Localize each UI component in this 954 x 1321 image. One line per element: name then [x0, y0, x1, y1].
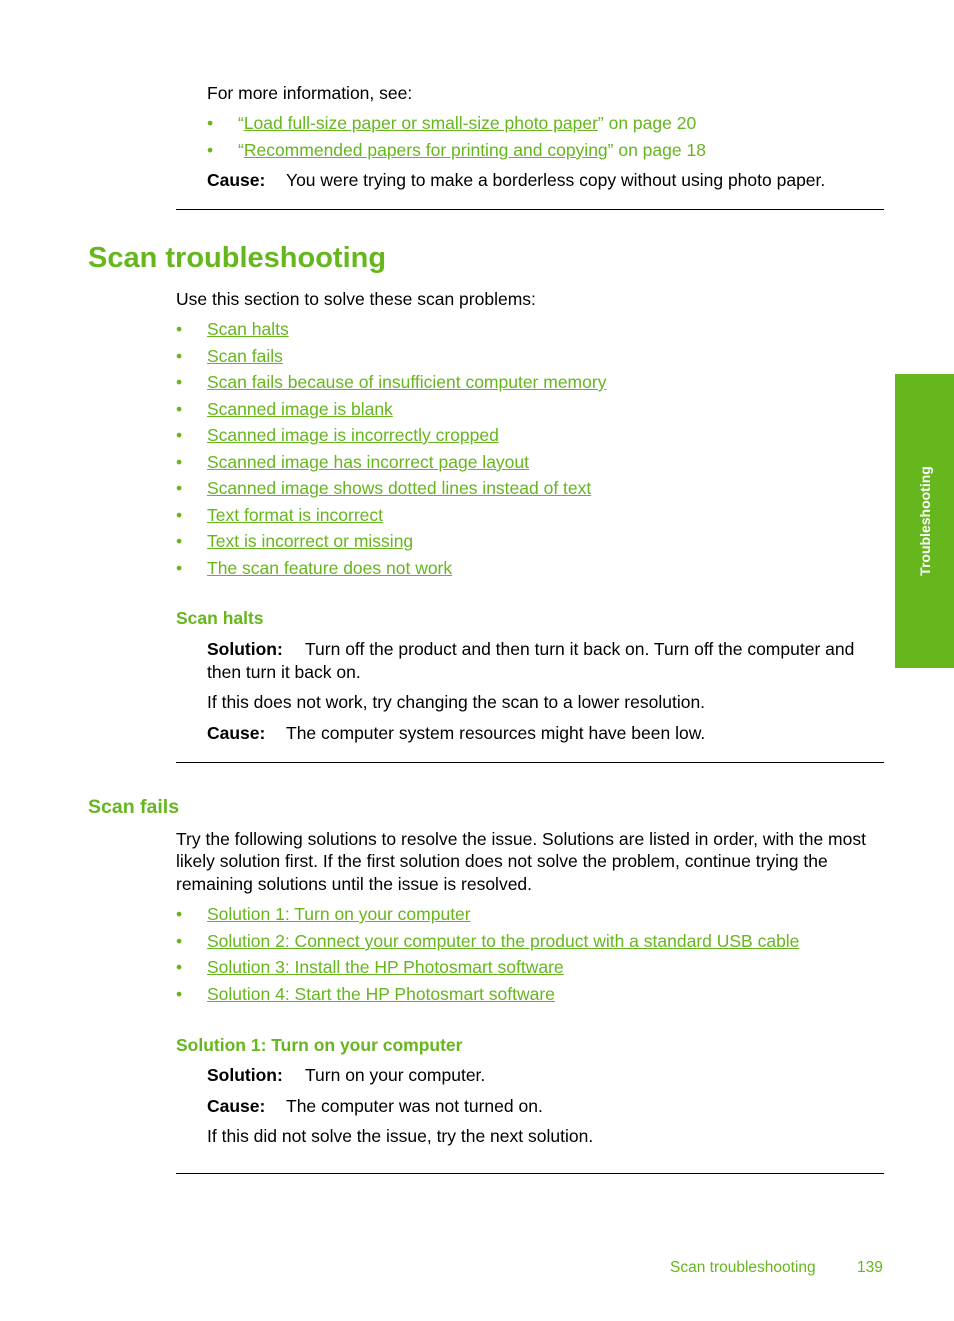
- cause-paragraph: [207, 169, 825, 191]
- topic-link-dotted-lines[interactable]: Scanned image shows dotted lines instead of text: [207, 478, 592, 498]
- footer-section-name: Scan troubleshooting: [670, 1259, 816, 1276]
- divider: [176, 1173, 884, 1174]
- scan-fails-paragraph-line: likely solution first. If the first solution does not solve the problem, continue trying the: [176, 851, 828, 871]
- side-tab: [895, 374, 954, 668]
- cause-text: You were trying to make a borderless copy without using photo paper.: [286, 170, 826, 190]
- bullet-icon: •: [176, 931, 183, 951]
- solution-1-heading: Solution 1: Turn on your computer: [176, 1035, 463, 1055]
- scan-fails-paragraph-line: remaining solutions until the issue is resolved.: [176, 874, 533, 894]
- solution-link-3[interactable]: Solution 3: Install the HP Photosmart software: [207, 957, 564, 977]
- bullet-icon: •: [176, 505, 183, 525]
- side-tab-label: Troubleshooting: [916, 466, 933, 576]
- bullet-icon: •: [176, 319, 183, 339]
- extra-tip: If this does not work, try changing the scan to a lower resolution.: [207, 692, 706, 712]
- more-info-text: For more information, see:: [207, 83, 413, 103]
- solution-link-2[interactable]: Solution 2: Connect your computer to the product with a standard USB cable: [207, 931, 800, 951]
- bullet-icon: •: [176, 452, 183, 472]
- topic-link-incorrectly-cropped[interactable]: Scanned image is incorrectly cropped: [207, 425, 499, 445]
- topic-link-text-missing[interactable]: Text is incorrect or missing: [207, 531, 414, 551]
- section-intro: Use this section to solve these scan problems:: [176, 289, 536, 309]
- link-load-paper[interactable]: Load full-size paper or small-size photo paper: [243, 113, 598, 133]
- cause-label: Cause:: [207, 723, 266, 743]
- cause-paragraph: [207, 1095, 543, 1117]
- cause-text: The computer was not turned on.: [286, 1096, 543, 1116]
- scan-fails-paragraph-line: Try the following solutions to resolve the issue. Solutions are listed in order, with the most: [176, 829, 866, 849]
- bullet-icon: •: [176, 399, 183, 419]
- bullet-icon: •: [176, 372, 183, 392]
- bullet-icon: •: [207, 140, 214, 160]
- divider: [176, 209, 884, 210]
- topic-link-image-blank[interactable]: Scanned image is blank: [207, 399, 393, 419]
- bullet-icon: •: [207, 113, 214, 133]
- solution-paragraph: [207, 638, 854, 660]
- cause-label: Cause:: [207, 170, 266, 190]
- bullet-icon: •: [176, 346, 183, 366]
- next-solution-note: If this did not solve the issue, try the next solution.: [207, 1126, 594, 1146]
- cause-text: The computer system resources might have been low.: [286, 723, 706, 743]
- bullet-icon: •: [176, 558, 183, 578]
- scan-halts-heading: Scan halts: [176, 608, 264, 628]
- solution-paragraph: [207, 1064, 485, 1086]
- bullet-icon: •: [176, 425, 183, 445]
- scan-fails-heading: Scan fails: [88, 796, 180, 818]
- cause-label: Cause:: [207, 1096, 266, 1116]
- topic-link-scan-fails[interactable]: Scan fails: [207, 346, 283, 366]
- page-number: 139: [857, 1259, 883, 1276]
- topic-link-page-layout[interactable]: Scanned image has incorrect page layout: [207, 452, 530, 472]
- page-title: Scan troubleshooting: [88, 242, 387, 274]
- topic-link-insufficient-memory[interactable]: Scan fails because of insufficient computer memory: [207, 372, 607, 392]
- bullet-icon: •: [176, 478, 183, 498]
- cause-paragraph: [207, 722, 705, 744]
- topic-link-scan-feature[interactable]: The scan feature does not work: [207, 558, 453, 578]
- solution-link-1[interactable]: Solution 1: Turn on your computer: [207, 904, 471, 924]
- bullet-icon: •: [176, 531, 183, 551]
- topic-link-text-format[interactable]: Text format is incorrect: [207, 505, 384, 525]
- solution-text: Turn on your computer.: [305, 1065, 486, 1085]
- solution-text-continued: then turn it back on.: [207, 662, 361, 682]
- topic-link-scan-halts[interactable]: Scan halts: [207, 319, 289, 339]
- solution-text: Turn off the product and then turn it back on. Turn off the computer and: [305, 639, 855, 659]
- divider: [176, 762, 884, 763]
- solution-link-4[interactable]: Solution 4: Start the HP Photosmart software: [207, 984, 555, 1004]
- bullet-icon: •: [176, 904, 183, 924]
- bullet-icon: •: [176, 957, 183, 977]
- bullet-icon: •: [176, 984, 183, 1004]
- solution-label: Solution:: [207, 639, 283, 659]
- solution-label: Solution:: [207, 1065, 283, 1085]
- link-recommended-papers[interactable]: Recommended papers for printing and copying: [243, 140, 608, 160]
